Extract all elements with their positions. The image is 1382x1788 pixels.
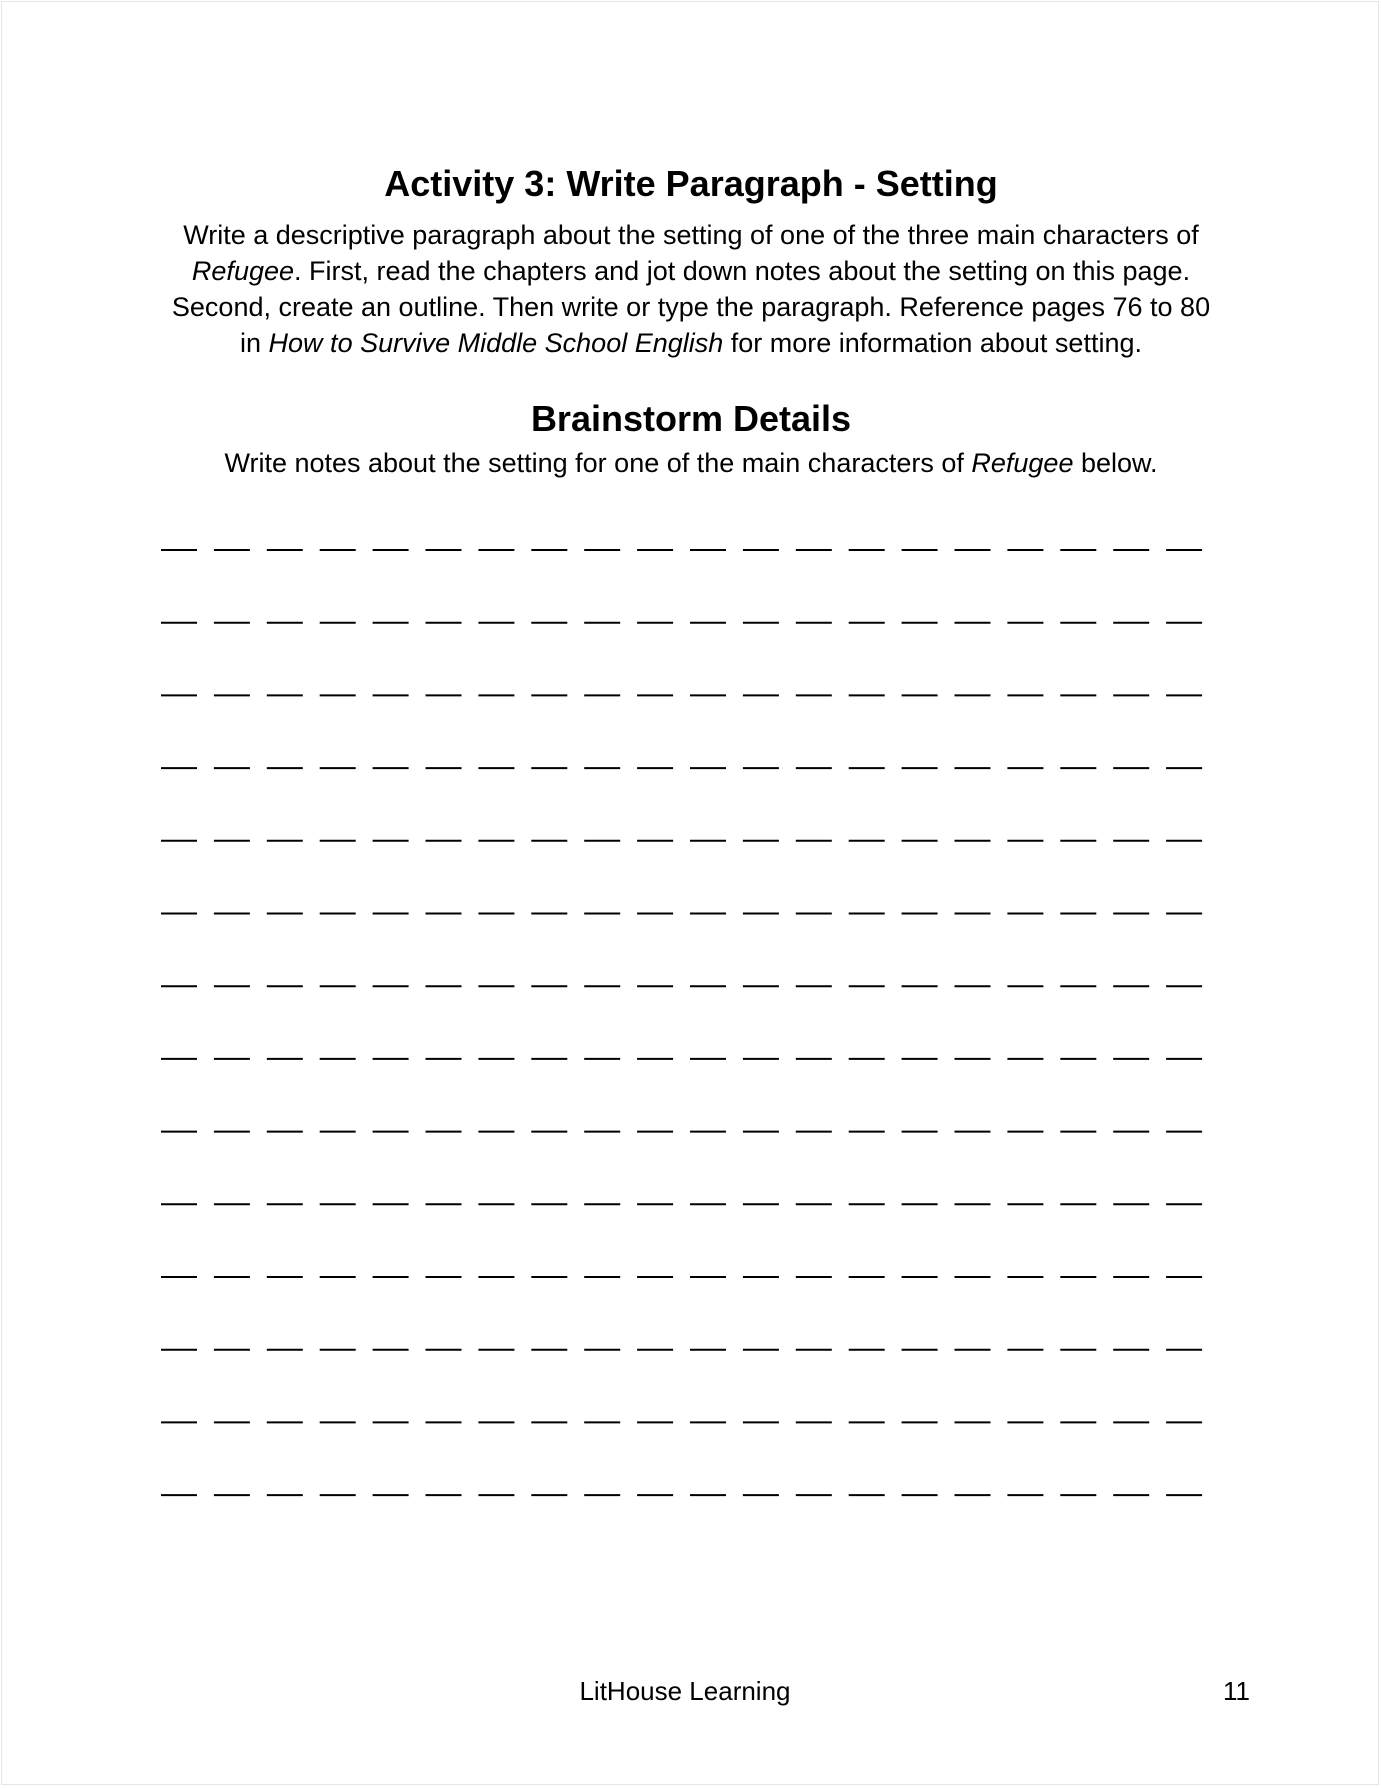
page-title: Activity 3: Write Paragraph - Setting (384, 163, 998, 204)
instructions-text-1: Write a descriptive paragraph about the setting of one of the three main characters of (183, 220, 1199, 250)
instructions-text-3: for more information about setting. (723, 328, 1142, 358)
section-instructions (160, 445, 1222, 481)
section-instructions-text-1: Write notes about the setting for one of the main characters of (224, 448, 972, 478)
instructions-paragraph (160, 217, 1222, 361)
instructions-text-2: . First, read the chapters and jot down notes about the setting on this page. Second, create an outline. Then write or type the paragraph. Reference pages 76 to 80 in (171, 256, 1211, 358)
footer-publisher: LitHouse Learning (579, 1676, 791, 1706)
section-instructions-text-2: below. (1073, 448, 1158, 478)
section-heading: Brainstorm Details (530, 398, 852, 439)
section-book-title: Refugee (971, 448, 1074, 478)
book-title-reference: How to Survive Middle School English (268, 328, 724, 358)
page-number: 11 (1223, 1676, 1250, 1706)
book-title-refugee: Refugee (191, 256, 295, 286)
